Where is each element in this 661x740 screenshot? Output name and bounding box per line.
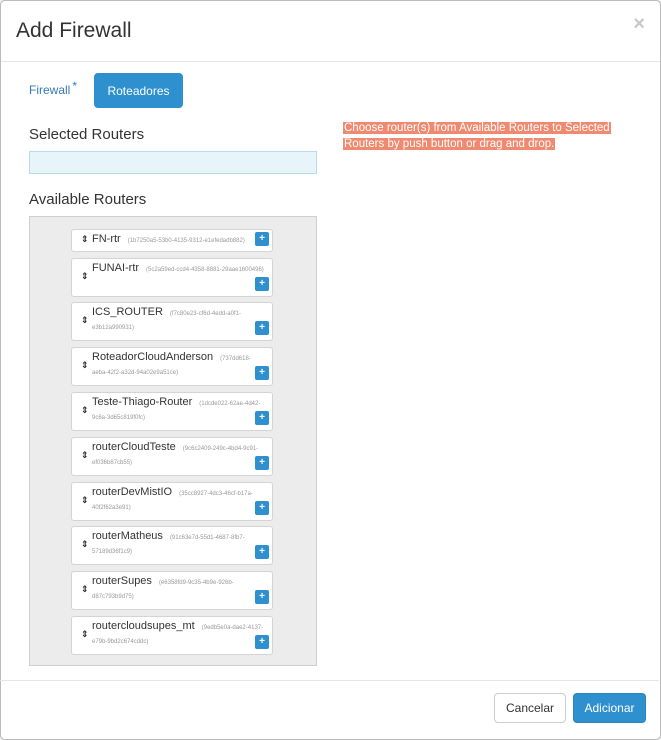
router-name (92, 530, 245, 542)
router-name-text: ICS_ROUTER (92, 306, 163, 318)
router-id-continued: 40f2f62a3e91) (92, 505, 131, 511)
router-item[interactable] (71, 526, 273, 565)
router-id: (35cc8927-4dc3-46cf-b17a- (179, 491, 253, 497)
drag-handle-icon[interactable]: ⇕ (81, 271, 89, 281)
drag-handle-icon[interactable]: ⇕ (81, 584, 89, 594)
cancel-button[interactable]: Cancelar (494, 693, 566, 723)
router-name-text: routerDevMistIO (92, 486, 173, 498)
router-name-text: routerCloudTeste (92, 441, 176, 453)
drag-handle-icon[interactable]: ⇕ (81, 539, 89, 549)
router-name-text: routercloudsupes_mt (92, 620, 195, 632)
drag-handle-icon[interactable]: ⇕ (81, 450, 89, 460)
router-name (92, 262, 264, 274)
add-router-button[interactable]: + (255, 277, 269, 291)
available-routers-list[interactable] (29, 216, 317, 666)
router-name (92, 233, 245, 245)
router-item[interactable] (71, 437, 273, 476)
router-name-text: FN-rtr (92, 233, 121, 245)
router-name-text: RoteadorCloudAnderson (92, 351, 214, 363)
router-name-text: FUNAI-rtr (92, 262, 140, 274)
submit-button[interactable]: Adicionar (573, 693, 646, 723)
router-item[interactable] (71, 229, 273, 252)
help-text: Choose router(s) from Available Routers to Selected Routers by push button or drag and drop. (344, 122, 610, 150)
tab-firewall[interactable] (29, 79, 78, 97)
router-id: (9edb5e0a-dae2-4137- (201, 625, 264, 631)
router-item[interactable] (71, 347, 273, 386)
router-item[interactable] (71, 616, 273, 655)
drag-handle-icon[interactable]: ⇕ (81, 495, 89, 505)
router-id-continued: e3b12a990931) (92, 325, 135, 331)
router-id: (f7c80e23-cf6d-4edd-a0f1- (169, 311, 241, 317)
required-asterisk: * (72, 79, 78, 93)
router-name (92, 306, 241, 318)
add-router-button[interactable]: + (255, 635, 269, 649)
router-id: (737dd618- (220, 356, 251, 362)
drag-handle-icon[interactable]: ⇕ (81, 315, 89, 325)
tab-firewall-label[interactable]: Firewall (29, 83, 71, 97)
router-name (92, 396, 260, 408)
router-item[interactable] (71, 258, 273, 297)
available-routers-label: Available Routers (29, 191, 147, 208)
router-name (92, 351, 251, 363)
add-router-button[interactable]: + (255, 411, 269, 425)
add-router-button[interactable]: + (255, 232, 269, 246)
router-id: (9c6c2409-249c-4bd4-9c91- (182, 446, 259, 452)
add-router-button[interactable]: + (255, 456, 269, 470)
add-router-button[interactable]: + (255, 545, 269, 559)
drag-handle-icon[interactable]: ⇕ (81, 405, 89, 415)
router-name (92, 486, 253, 498)
router-item[interactable] (71, 482, 273, 521)
router-id-continued: 9c6a-3d65c819f0fc) (92, 415, 146, 421)
drag-handle-icon[interactable]: ⇕ (81, 629, 89, 639)
router-name (92, 620, 263, 632)
router-name-text: Teste-Thiago-Router (92, 396, 193, 408)
router-id: (e6358fd9-9c35-4b9e-926b- (158, 580, 234, 586)
router-item[interactable] (71, 302, 273, 341)
router-id: (1dcde022-62ae-4d42- (199, 401, 261, 407)
close-icon[interactable]: × (633, 13, 645, 35)
add-router-button[interactable]: + (255, 321, 269, 335)
router-id: (1b7250a5-53b0-4135-9312-e1efedadb882) (127, 238, 245, 244)
add-router-button[interactable]: + (255, 366, 269, 380)
router-name-text: routerSupes (92, 575, 152, 587)
router-id-continued: aeba-42f2-a32d-94a02e9a51ce) (92, 370, 179, 376)
modal-title: Add Firewall (16, 19, 132, 42)
drag-handle-icon[interactable]: ⇕ (81, 234, 89, 244)
router-id-continued: 57189d36f1c9) (92, 549, 133, 555)
router-id-continued: e79b-9bd2c674cddc) (92, 639, 149, 645)
router-id-continued: d87c793b9d75) (92, 594, 134, 600)
router-id: (5c2a59ed-ccd4-4358-8881-29aae1600496) (146, 267, 264, 273)
add-router-button[interactable]: + (255, 590, 269, 604)
router-item[interactable] (71, 392, 273, 431)
selected-routers-label: Selected Routers (29, 126, 145, 143)
add-router-button[interactable]: + (255, 501, 269, 515)
router-name (92, 575, 234, 587)
router-name-text: routerMatheus (92, 530, 163, 542)
router-id: (91c63e7d-55d1-4687-8fb7- (169, 535, 245, 541)
router-name (92, 441, 258, 453)
modal-header (1, 1, 660, 62)
selected-routers-dropzone[interactable] (29, 151, 317, 174)
router-item[interactable] (71, 571, 273, 610)
router-id-continued: ef036b87cb55) (92, 460, 133, 466)
tab-routers[interactable]: Roteadores (94, 73, 183, 108)
drag-handle-icon[interactable]: ⇕ (81, 360, 89, 370)
